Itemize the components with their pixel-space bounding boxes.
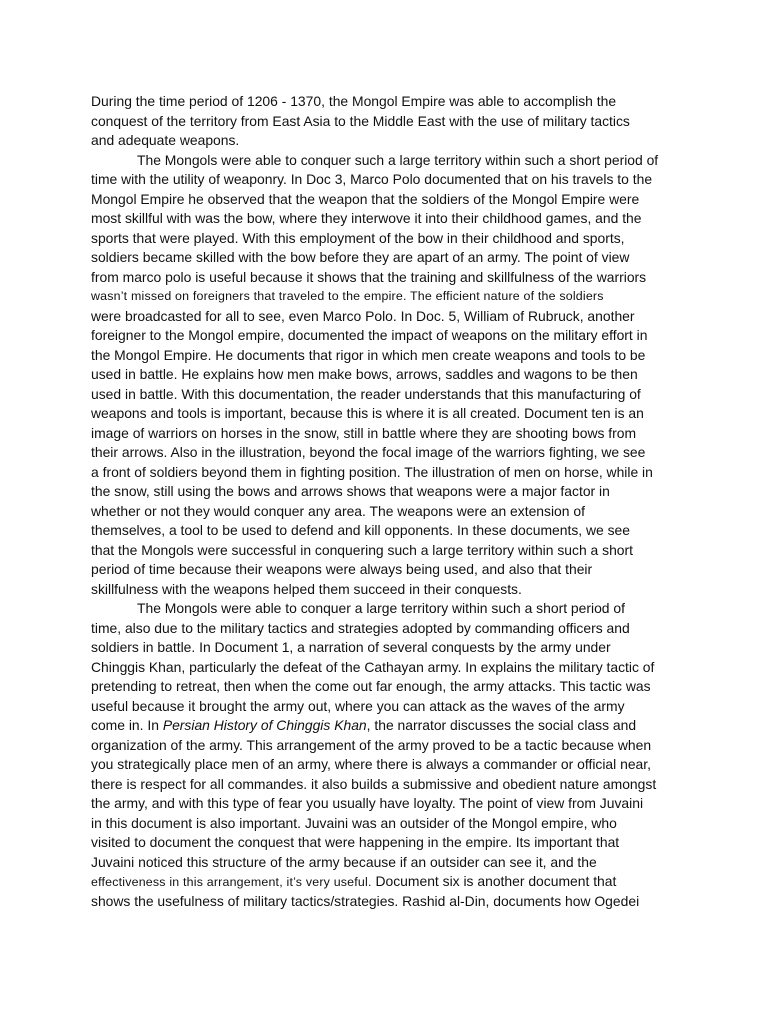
text-line-mixed-font	[91, 872, 691, 892]
text-line: Juvaini noticed this structure of the army because if an outsider can see it, and the	[91, 853, 597, 870]
line-text-after-title: , the narrator discusses the social class and	[366, 717, 637, 733]
text-line: skillfulness with the weapons helped them succeed in their conquests.	[91, 580, 522, 597]
text-line: time with the utility of weaponry. In Doc 3, Marco Polo documented that on his travels to the	[91, 171, 653, 187]
line-text-alt-font: effectiveness in this arrangement, it’s very useful.	[91, 875, 372, 889]
paragraph-start-line: The Mongols were able to conquer such a large territory within such a short period of	[137, 151, 659, 168]
text-line: pretending to retreat, then when the come out far enough, the army attacks. This tactic was	[91, 678, 651, 694]
text-line: that the Mongols were successful in conquering such a large territory within such a short	[91, 541, 634, 558]
text-line: foreigner to the Mongol empire, documented the impact of weapons on the military effort in	[91, 327, 648, 343]
text-line: most skillful with was the bow, where they interwove it into their childhood games, and the	[91, 210, 642, 226]
text-line: Chinggis Khan, particularly the defeat of the Cathayan army. In explains the military tactic of	[91, 658, 655, 675]
text-line: useful because it brought the army out, where you can attack as the waves of the army	[91, 697, 625, 714]
text-line: period of time because their weapons were always being used, and also that their	[91, 561, 593, 577]
text-line: shows the usefulness of military tactics/strategies. Rashid al-Din, documents how Ogedei	[91, 892, 640, 909]
text-line: the army, and with this type of fear you usually have loyalty. The point of view from Juvaini	[91, 795, 644, 811]
text-line: used in battle. With this documentation, the reader understands that this manufacturing of	[91, 385, 641, 402]
text-line: conquest of the territory from East Asia to the Middle East with the use of military tactics	[91, 112, 630, 129]
text-line: the Mongol Empire. He documents that rigor in which men create weapons and tools to be	[91, 346, 646, 363]
text-line: whether or not they would conquer any area. The weapons were an extension of	[91, 502, 585, 519]
text-line: sports that were played. With this employment of the bow in their childhood and sports,	[91, 229, 625, 246]
text-line: organization of the army. This arrangement of the army proved to be a tactic because when	[91, 736, 652, 753]
text-line: image of warriors on horses in the snow, still in battle where they are shooting bows from	[91, 424, 637, 441]
text-line: During the time period of 1206 - 1370, the Mongol Empire was able to accomplish the	[91, 93, 617, 109]
text-line: there is respect for all commandes. it also builds a submissive and obedient nature amongst	[91, 775, 657, 792]
text-line: used in battle. He explains how men make bows, arrows, saddles and wagons to be then	[91, 366, 638, 382]
text-line-with-italic-title	[91, 716, 691, 736]
text-line: were broadcasted for all to see, even Marco Polo. In Doc. 5, William of Rubruck, another	[91, 307, 635, 324]
text-line: in this document is also important. Juvaini was an outsider of the Mongol empire, who	[91, 814, 617, 831]
line-text-regular: Document six is another document that	[371, 873, 617, 889]
text-line: their arrows. Also in the illustration, beyond the focal image of the warriors fighting, we see	[91, 444, 646, 460]
text-line: time, also due to the military tactics and strategies adopted by commanding officers and	[91, 619, 630, 636]
paragraph-start-line: The Mongols were able to conquer a large territory within such a short period of	[137, 600, 625, 616]
text-line: soldiers in battle. In Document 1, a narration of several conquests by the army under	[91, 639, 611, 655]
essay-body	[91, 92, 691, 911]
text-line: from marco polo is useful because it shows that the training and skillfulness of the warriors	[91, 268, 647, 285]
text-line: you strategically place men of an army, where there is always a commander or official near,	[91, 756, 651, 772]
text-line: visited to document the conquest that were happening in the empire. Its important that	[91, 834, 620, 850]
text-line: Mongol Empire he observed that the weapon that the soldiers of the Mongol Empire were	[91, 190, 640, 207]
line-text-before-title: come in. In	[91, 717, 163, 733]
text-line: and adequate weapons.	[91, 132, 240, 148]
text-line: soldiers became skilled with the bow before they are apart of an army. The point of view	[91, 249, 630, 265]
text-line: weapons and tools is important, because this is where it is all created. Document ten is an	[91, 405, 644, 421]
text-line-alt-font: wasn’t missed on foreigners that traveled to the empire. The efficient nature of the soldiers	[91, 289, 604, 303]
text-line: the snow, still using the bows and arrows shows that weapons were a major factor in	[91, 483, 610, 499]
italic-source-title: Persian History of Chinggis Khan	[162, 717, 367, 733]
text-line: themselves, a tool to be used to defend and kill opponents. In these documents, we see	[91, 522, 630, 538]
text-line: a front of soldiers beyond them in fighting position. The illustration of men on horse, while in	[91, 463, 653, 480]
